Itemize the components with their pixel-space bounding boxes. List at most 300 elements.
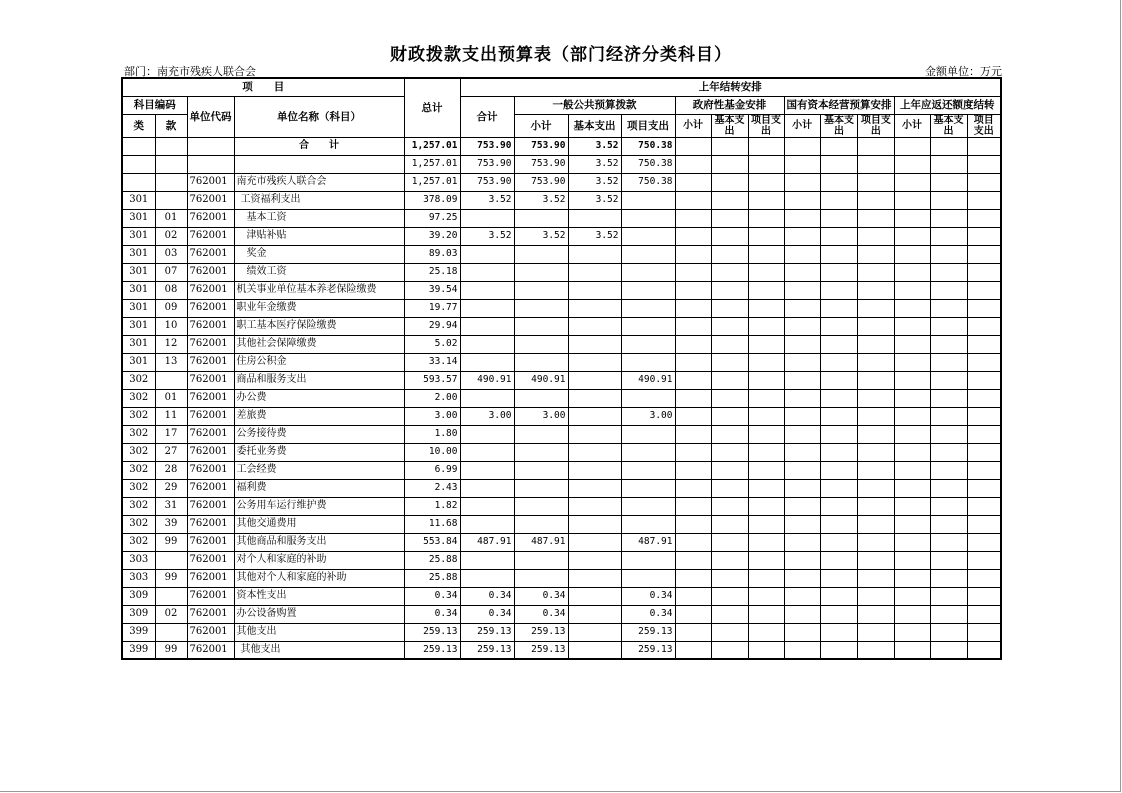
cell-empty bbox=[930, 335, 967, 353]
header-row-1 bbox=[122, 78, 1001, 96]
cell-empty bbox=[967, 425, 1001, 443]
cell-empty bbox=[784, 317, 820, 335]
cell-unit-code: 762001 bbox=[187, 641, 234, 659]
cell-empty bbox=[711, 191, 748, 209]
cell-empty bbox=[894, 605, 930, 623]
cell-sum bbox=[460, 281, 514, 299]
cell-general-basic: 3.52 bbox=[568, 173, 621, 191]
cell-general-subtotal bbox=[514, 317, 568, 335]
cell-empty bbox=[894, 443, 930, 461]
table-row bbox=[122, 497, 1001, 515]
header-return-quota: 上年应返还额度结转 bbox=[894, 96, 1001, 114]
table-row bbox=[122, 245, 1001, 263]
cell-empty bbox=[930, 281, 967, 299]
cell-empty bbox=[748, 479, 784, 497]
cell-general-subtotal bbox=[514, 209, 568, 227]
cell-sum bbox=[460, 479, 514, 497]
cell-lei: 303 bbox=[122, 551, 155, 569]
cell-total: 553.84 bbox=[404, 533, 460, 551]
cell-general-project bbox=[621, 389, 675, 407]
cell-unit-code: 762001 bbox=[187, 299, 234, 317]
header-subject-code: 科目编码 bbox=[122, 96, 187, 114]
cell-empty bbox=[930, 533, 967, 551]
cell-empty bbox=[930, 371, 967, 389]
cell-sum bbox=[460, 317, 514, 335]
cell-lei: 302 bbox=[122, 461, 155, 479]
cell-total: 25.18 bbox=[404, 263, 460, 281]
cell-lei: 302 bbox=[122, 425, 155, 443]
cell-lei: 301 bbox=[122, 191, 155, 209]
cell-unit-code: 762001 bbox=[187, 407, 234, 425]
cell-empty bbox=[711, 569, 748, 587]
header-lei: 类 bbox=[122, 114, 155, 137]
cell-total: 1,257.01 bbox=[404, 173, 460, 191]
cell-empty bbox=[967, 623, 1001, 641]
cell-unit-name: 合 计 bbox=[234, 137, 404, 155]
cell-empty bbox=[967, 335, 1001, 353]
cell-empty bbox=[820, 623, 857, 641]
cell-empty bbox=[894, 497, 930, 515]
table-row bbox=[122, 641, 1001, 659]
cell-empty bbox=[858, 533, 894, 551]
cell-empty bbox=[930, 137, 967, 155]
cell-empty bbox=[711, 173, 748, 191]
cell-empty bbox=[858, 155, 894, 173]
table-row bbox=[122, 317, 1001, 335]
cell-unit-name: 办公设备购置 bbox=[234, 605, 404, 623]
cell-unit-code: 762001 bbox=[187, 353, 234, 371]
header-return-project: 项目支出 bbox=[967, 114, 1001, 137]
cell-empty bbox=[894, 299, 930, 317]
header-return-subtotal: 小计 bbox=[894, 114, 930, 137]
table-row bbox=[122, 407, 1001, 425]
cell-total: 1,257.01 bbox=[404, 155, 460, 173]
cell-kuan bbox=[155, 137, 187, 155]
cell-general-subtotal: 0.34 bbox=[514, 587, 568, 605]
cell-empty bbox=[784, 407, 820, 425]
cell-empty bbox=[858, 587, 894, 605]
cell-empty bbox=[711, 317, 748, 335]
cell-empty bbox=[967, 263, 1001, 281]
cell-sum bbox=[460, 299, 514, 317]
header-carryover: 上年结转安排 bbox=[460, 78, 1001, 96]
cell-general-project bbox=[621, 209, 675, 227]
cell-general-subtotal: 753.90 bbox=[514, 137, 568, 155]
cell-unit-name: 办公费 bbox=[234, 389, 404, 407]
cell-empty bbox=[675, 173, 711, 191]
table-row bbox=[122, 515, 1001, 533]
cell-general-project bbox=[621, 497, 675, 515]
cell-empty bbox=[967, 389, 1001, 407]
cell-empty bbox=[858, 263, 894, 281]
cell-unit-code: 762001 bbox=[187, 191, 234, 209]
cell-general-basic bbox=[568, 299, 621, 317]
cell-lei: 302 bbox=[122, 533, 155, 551]
cell-empty bbox=[711, 497, 748, 515]
cell-empty bbox=[967, 407, 1001, 425]
cell-unit-name: 奖金 bbox=[234, 245, 404, 263]
cell-unit-name: 南充市残疾人联合会 bbox=[234, 173, 404, 191]
cell-empty bbox=[711, 623, 748, 641]
cell-total: 259.13 bbox=[404, 623, 460, 641]
cell-empty bbox=[675, 155, 711, 173]
cell-empty bbox=[894, 515, 930, 533]
cell-sum bbox=[460, 263, 514, 281]
cell-empty bbox=[675, 479, 711, 497]
cell-empty bbox=[967, 605, 1001, 623]
cell-total: 378.09 bbox=[404, 191, 460, 209]
cell-empty bbox=[784, 371, 820, 389]
cell-unit-code: 762001 bbox=[187, 263, 234, 281]
cell-kuan bbox=[155, 623, 187, 641]
cell-empty bbox=[858, 641, 894, 659]
header-state-subtotal: 小计 bbox=[784, 114, 820, 137]
cell-total: 0.34 bbox=[404, 605, 460, 623]
cell-sum bbox=[460, 245, 514, 263]
cell-sum: 259.13 bbox=[460, 641, 514, 659]
header-kuan: 款 bbox=[155, 114, 187, 137]
cell-empty bbox=[675, 317, 711, 335]
cell-empty bbox=[711, 443, 748, 461]
cell-general-subtotal bbox=[514, 551, 568, 569]
cell-kuan: 07 bbox=[155, 263, 187, 281]
cell-empty bbox=[820, 281, 857, 299]
cell-empty bbox=[820, 245, 857, 263]
cell-total: 39.54 bbox=[404, 281, 460, 299]
cell-empty bbox=[675, 569, 711, 587]
cell-empty bbox=[930, 227, 967, 245]
cell-general-project: 0.34 bbox=[621, 587, 675, 605]
cell-general-basic bbox=[568, 623, 621, 641]
cell-empty bbox=[858, 281, 894, 299]
cell-kuan: 99 bbox=[155, 641, 187, 659]
cell-total: 33.14 bbox=[404, 353, 460, 371]
cell-empty bbox=[930, 443, 967, 461]
page-title: 财政拨款支出预算表（部门经济分类科目） bbox=[390, 45, 732, 65]
cell-general-project bbox=[621, 515, 675, 533]
cell-empty bbox=[711, 281, 748, 299]
cell-sum bbox=[460, 389, 514, 407]
cell-empty bbox=[967, 587, 1001, 605]
cell-general-project: 490.91 bbox=[621, 371, 675, 389]
cell-empty bbox=[711, 263, 748, 281]
cell-unit-name: 其他支出 bbox=[234, 641, 404, 659]
cell-empty bbox=[784, 299, 820, 317]
cell-empty bbox=[858, 245, 894, 263]
cell-empty bbox=[820, 551, 857, 569]
cell-sum bbox=[460, 209, 514, 227]
cell-general-project: 259.13 bbox=[621, 623, 675, 641]
cell-kuan bbox=[155, 551, 187, 569]
cell-unit-name: 其他商品和服务支出 bbox=[234, 533, 404, 551]
table-row bbox=[122, 461, 1001, 479]
table-row bbox=[122, 335, 1001, 353]
cell-total: 39.20 bbox=[404, 227, 460, 245]
cell-sum: 490.91 bbox=[460, 371, 514, 389]
table-row bbox=[122, 371, 1001, 389]
cell-empty bbox=[711, 425, 748, 443]
table-row bbox=[122, 281, 1001, 299]
cell-empty bbox=[858, 515, 894, 533]
cell-general-basic bbox=[568, 425, 621, 443]
cell-empty bbox=[967, 497, 1001, 515]
cell-total: 25.88 bbox=[404, 551, 460, 569]
cell-general-basic bbox=[568, 317, 621, 335]
cell-lei: 309 bbox=[122, 605, 155, 623]
cell-general-basic: 3.52 bbox=[568, 155, 621, 173]
cell-empty bbox=[930, 173, 967, 191]
cell-general-project bbox=[621, 281, 675, 299]
cell-kuan: 08 bbox=[155, 281, 187, 299]
cell-empty bbox=[858, 137, 894, 155]
cell-empty bbox=[967, 245, 1001, 263]
cell-general-basic bbox=[568, 533, 621, 551]
cell-kuan: 12 bbox=[155, 335, 187, 353]
cell-empty bbox=[894, 317, 930, 335]
amount-unit-label: 金额单位：万元 bbox=[925, 65, 1002, 78]
cell-kuan: 27 bbox=[155, 443, 187, 461]
cell-unit-code: 762001 bbox=[187, 335, 234, 353]
cell-unit-name: 职业年金缴费 bbox=[234, 299, 404, 317]
cell-sum bbox=[460, 335, 514, 353]
cell-general-subtotal bbox=[514, 245, 568, 263]
cell-general-project bbox=[621, 191, 675, 209]
table-row bbox=[122, 569, 1001, 587]
cell-kuan: 01 bbox=[155, 389, 187, 407]
cell-empty bbox=[748, 425, 784, 443]
cell-lei bbox=[122, 137, 155, 155]
table-row bbox=[122, 389, 1001, 407]
cell-empty bbox=[675, 371, 711, 389]
cell-unit-code: 762001 bbox=[187, 245, 234, 263]
header-project: 项 目 bbox=[122, 78, 404, 96]
cell-general-project bbox=[621, 335, 675, 353]
cell-general-subtotal: 259.13 bbox=[514, 641, 568, 659]
cell-general-project bbox=[621, 425, 675, 443]
cell-general-basic bbox=[568, 335, 621, 353]
cell-empty bbox=[748, 623, 784, 641]
cell-empty bbox=[711, 515, 748, 533]
cell-empty bbox=[894, 551, 930, 569]
cell-empty bbox=[967, 173, 1001, 191]
cell-unit-code: 762001 bbox=[187, 317, 234, 335]
cell-empty bbox=[894, 137, 930, 155]
cell-empty bbox=[858, 605, 894, 623]
cell-empty bbox=[748, 497, 784, 515]
cell-unit-name bbox=[234, 155, 404, 173]
cell-sum bbox=[460, 551, 514, 569]
cell-empty bbox=[748, 353, 784, 371]
cell-unit-code: 762001 bbox=[187, 497, 234, 515]
cell-empty bbox=[820, 641, 857, 659]
header-total: 总计 bbox=[404, 78, 460, 137]
cell-empty bbox=[967, 137, 1001, 155]
header-general-subtotal: 小计 bbox=[514, 114, 568, 137]
cell-total: 19.77 bbox=[404, 299, 460, 317]
table-row bbox=[122, 533, 1001, 551]
cell-kuan bbox=[155, 155, 187, 173]
cell-empty bbox=[675, 407, 711, 425]
cell-general-subtotal bbox=[514, 353, 568, 371]
cell-unit-name: 福利费 bbox=[234, 479, 404, 497]
cell-empty bbox=[820, 353, 857, 371]
table-row bbox=[122, 137, 1001, 155]
cell-general-basic bbox=[568, 497, 621, 515]
cell-empty bbox=[930, 425, 967, 443]
cell-empty bbox=[930, 191, 967, 209]
cell-general-basic bbox=[568, 245, 621, 263]
cell-unit-name: 津贴补贴 bbox=[234, 227, 404, 245]
table-row bbox=[122, 443, 1001, 461]
cell-empty bbox=[967, 479, 1001, 497]
cell-unit-code bbox=[187, 137, 234, 155]
cell-empty bbox=[748, 173, 784, 191]
cell-empty bbox=[748, 605, 784, 623]
cell-general-basic bbox=[568, 209, 621, 227]
cell-unit-code: 762001 bbox=[187, 587, 234, 605]
cell-general-subtotal bbox=[514, 479, 568, 497]
cell-empty bbox=[930, 263, 967, 281]
cell-total: 10.00 bbox=[404, 443, 460, 461]
header-general-basic: 基本支出 bbox=[568, 114, 621, 137]
cell-empty bbox=[894, 569, 930, 587]
cell-empty bbox=[675, 587, 711, 605]
cell-lei: 309 bbox=[122, 587, 155, 605]
cell-empty bbox=[858, 389, 894, 407]
cell-unit-name: 公务用车运行维护费 bbox=[234, 497, 404, 515]
cell-empty bbox=[675, 245, 711, 263]
cell-empty bbox=[820, 389, 857, 407]
cell-empty bbox=[894, 209, 930, 227]
cell-general-basic bbox=[568, 263, 621, 281]
cell-empty bbox=[675, 353, 711, 371]
cell-empty bbox=[858, 479, 894, 497]
table-row bbox=[122, 173, 1001, 191]
cell-empty bbox=[894, 227, 930, 245]
cell-empty bbox=[858, 371, 894, 389]
cell-general-subtotal bbox=[514, 263, 568, 281]
cell-general-subtotal: 0.34 bbox=[514, 605, 568, 623]
cell-empty bbox=[894, 263, 930, 281]
cell-total: 97.25 bbox=[404, 209, 460, 227]
cell-total: 1.80 bbox=[404, 425, 460, 443]
cell-sum bbox=[460, 443, 514, 461]
cell-empty bbox=[820, 461, 857, 479]
cell-general-project: 750.38 bbox=[621, 155, 675, 173]
cell-unit-code: 762001 bbox=[187, 281, 234, 299]
cell-general-basic bbox=[568, 587, 621, 605]
cell-empty bbox=[748, 335, 784, 353]
cell-empty bbox=[784, 425, 820, 443]
table-row bbox=[122, 227, 1001, 245]
cell-empty bbox=[784, 227, 820, 245]
cell-empty bbox=[675, 533, 711, 551]
cell-empty bbox=[748, 443, 784, 461]
cell-empty bbox=[711, 551, 748, 569]
cell-empty bbox=[820, 299, 857, 317]
cell-empty bbox=[784, 515, 820, 533]
table-row bbox=[122, 425, 1001, 443]
cell-empty bbox=[675, 209, 711, 227]
cell-lei: 302 bbox=[122, 407, 155, 425]
cell-empty bbox=[894, 533, 930, 551]
cell-unit-name: 其他社会保障缴费 bbox=[234, 335, 404, 353]
cell-empty bbox=[930, 515, 967, 533]
cell-unit-name: 委托业务费 bbox=[234, 443, 404, 461]
cell-empty bbox=[711, 605, 748, 623]
cell-empty bbox=[711, 371, 748, 389]
cell-empty bbox=[711, 641, 748, 659]
cell-empty bbox=[820, 209, 857, 227]
cell-unit-code: 762001 bbox=[187, 425, 234, 443]
cell-general-project bbox=[621, 353, 675, 371]
cell-empty bbox=[675, 227, 711, 245]
cell-empty bbox=[894, 353, 930, 371]
cell-empty bbox=[711, 587, 748, 605]
cell-empty bbox=[894, 191, 930, 209]
cell-empty bbox=[711, 335, 748, 353]
table-row bbox=[122, 263, 1001, 281]
cell-unit-code: 762001 bbox=[187, 551, 234, 569]
cell-empty bbox=[820, 191, 857, 209]
cell-empty bbox=[711, 461, 748, 479]
cell-empty bbox=[894, 461, 930, 479]
cell-empty bbox=[820, 137, 857, 155]
header-row-2 bbox=[122, 96, 1001, 114]
cell-empty bbox=[967, 569, 1001, 587]
cell-general-subtotal bbox=[514, 443, 568, 461]
cell-lei: 301 bbox=[122, 227, 155, 245]
cell-sum bbox=[460, 353, 514, 371]
cell-kuan: 99 bbox=[155, 533, 187, 551]
cell-general-project bbox=[621, 317, 675, 335]
cell-general-subtotal bbox=[514, 425, 568, 443]
cell-empty bbox=[675, 425, 711, 443]
cell-lei: 301 bbox=[122, 263, 155, 281]
cell-general-project bbox=[621, 551, 675, 569]
cell-empty bbox=[748, 281, 784, 299]
cell-lei: 302 bbox=[122, 479, 155, 497]
cell-empty bbox=[748, 515, 784, 533]
cell-general-project: 259.13 bbox=[621, 641, 675, 659]
cell-general-basic: 3.52 bbox=[568, 137, 621, 155]
cell-empty bbox=[675, 335, 711, 353]
header-general-project: 项目支出 bbox=[621, 114, 675, 137]
cell-empty bbox=[858, 191, 894, 209]
cell-general-subtotal bbox=[514, 299, 568, 317]
cell-empty bbox=[675, 551, 711, 569]
cell-total: 11.68 bbox=[404, 515, 460, 533]
cell-kuan: 01 bbox=[155, 209, 187, 227]
cell-general-basic bbox=[568, 407, 621, 425]
cell-unit-code: 762001 bbox=[187, 443, 234, 461]
cell-empty bbox=[820, 443, 857, 461]
cell-empty bbox=[858, 335, 894, 353]
cell-empty bbox=[894, 281, 930, 299]
cell-empty bbox=[967, 281, 1001, 299]
cell-kuan: 17 bbox=[155, 425, 187, 443]
cell-general-basic bbox=[568, 443, 621, 461]
cell-empty bbox=[820, 533, 857, 551]
cell-empty bbox=[930, 623, 967, 641]
cell-empty bbox=[930, 299, 967, 317]
cell-empty bbox=[675, 299, 711, 317]
cell-empty bbox=[820, 479, 857, 497]
table-row bbox=[122, 587, 1001, 605]
cell-empty bbox=[711, 353, 748, 371]
cell-empty bbox=[820, 173, 857, 191]
cell-unit-code: 762001 bbox=[187, 173, 234, 191]
